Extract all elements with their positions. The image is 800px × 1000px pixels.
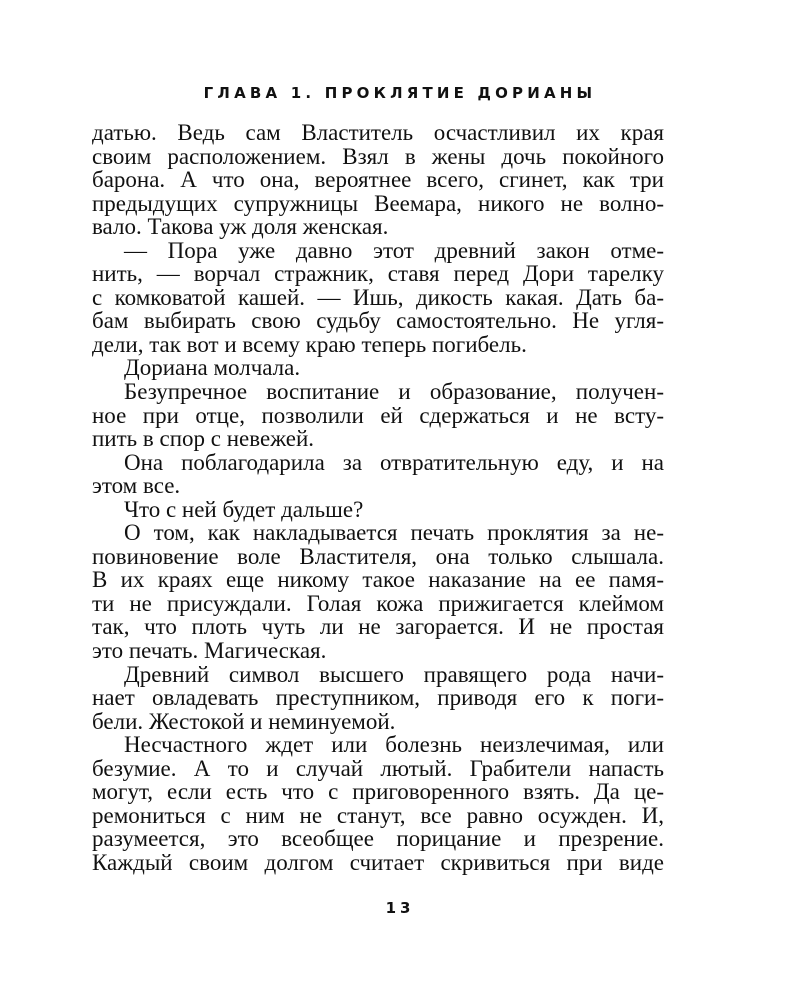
text-line: этом все. (92, 473, 181, 499)
text-line: барона. А что она, вероятнее всего, сгинет, как три (92, 167, 664, 193)
text-line: нить, — ворчал стражник, ставя перед Дори тарелку (92, 261, 664, 287)
text-line: дели, так вот и всему краю теперь погибель. (92, 331, 527, 357)
text-line: В их краях еще никому такое наказание на ее памя- (92, 567, 664, 593)
page-number: 13 (385, 899, 415, 917)
text-line: предыдущих супружницы Веемара, никого не волно- (92, 190, 664, 216)
text-line: разумеется, это всеобщее порицание и презрение. (92, 826, 664, 852)
text-line: это печать. Магическая. (92, 638, 327, 664)
text-line: бели. Жестокой и неминуемой. (92, 708, 396, 734)
text-line: с комковатой кашей. — Ишь, дикость какая. Дать ба- (92, 284, 664, 310)
text-line: безумие. А то и случай лютый. Грабители напасть (92, 755, 664, 781)
text-line: Она поблагодарила за отвратительную еду, и на (124, 449, 664, 475)
body-text (92, 121, 664, 875)
text-line: повиновение воле Властителя, она только слышала. (92, 543, 664, 569)
text-line: датью. Ведь сам Властитель осчастливил их края (92, 120, 664, 145)
text-line: Безупречное воспитание и образование, получен- (124, 379, 664, 405)
text-line: ти не присуждали. Голая кожа прижигается клеймом (92, 590, 664, 616)
text-line: вало. Такова уж доля женская. (92, 214, 389, 240)
text-line: О том, как накладывается печать проклятия за не- (124, 520, 664, 546)
text-line: нает овладевать преступником, приводя его к поги- (92, 685, 664, 711)
text-line: так, что плоть чуть ли не загорается. И не простая (92, 614, 664, 640)
running-head: ГЛАВА 1. ПРОКЛЯТИЕ ДОРИАНЫ (203, 84, 597, 102)
text-line: ремониться с ним не станут, все равно осужден. И, (92, 802, 664, 828)
text-line: Каждый своим долгом считает скривиться при виде (92, 849, 664, 875)
text-line: — Пора уже давно этот древний закон отме- (124, 237, 664, 263)
text-line: Древний символ высшего правящего рода начи- (124, 661, 664, 687)
text-line: бам выбирать свою судьбу самостоятельно. Не угля- (92, 308, 664, 334)
text-line: Несчастного ждет или болезнь неизлечимая, или (124, 732, 664, 758)
text-line: ное при отце, позволили ей сдержаться и не всту- (92, 402, 664, 428)
text-line: Дориана молчала. (124, 355, 301, 381)
text-line: своим расположением. Взял в жены дочь покойного (92, 143, 664, 169)
text-line: Что с ней будет дальше? (124, 496, 364, 522)
text-line: могут, если есть что с приговоренного взять. Да це- (92, 779, 664, 805)
text-line: пить в спор с невежей. (92, 426, 315, 452)
